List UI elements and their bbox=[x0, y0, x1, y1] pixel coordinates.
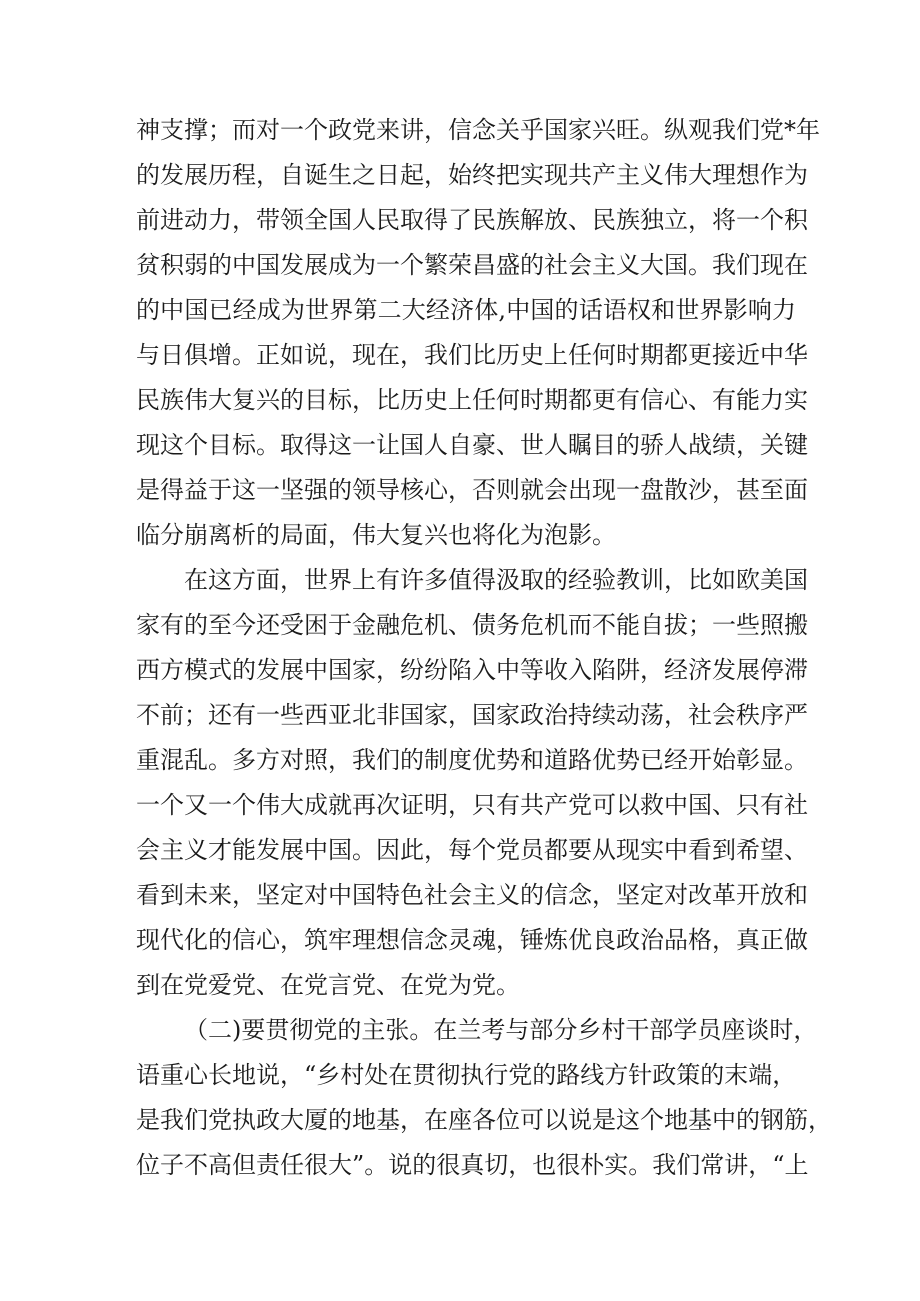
paragraph-1-line-1: 神支撑；而对一个政党来讲，信念关乎国家兴旺。纵观我们党*年 bbox=[136, 116, 820, 144]
paragraph-1-line-8: 现这个目标。取得这一让国人自豪、世人瞩目的骄人战绩，关键 bbox=[136, 431, 808, 459]
paragraph-1-line-7: 民族伟大复兴的目标，比历史上任何时期都更有信心、有能力实 bbox=[136, 386, 808, 414]
paragraph-2-line-4: 不前；还有一些西亚北非国家，国家政治持续动荡，社会秩序严 bbox=[136, 701, 808, 729]
paragraph-1-line-3: 前进动力，带领全国人民取得了民族解放、民族独立，将一个积 bbox=[136, 206, 808, 234]
paragraph-1-line-2: 的发展历程，自诞生之日起，始终把实现共产主义伟大理想作为 bbox=[136, 161, 808, 189]
paragraph-2-line-9: 现代化的信心，筑牢理想信念灵魂，锤炼优良政治品格，真正做 bbox=[136, 926, 808, 954]
paragraph-1-line-5: 的中国已经成为世界第二大经济体,中国的话语权和世界影响力 bbox=[136, 296, 796, 324]
paragraph-1-line-10: 临分崩离析的局面，伟大复兴也将化为泡影。 bbox=[136, 521, 616, 549]
paragraph-3-line-4: 位子不高但责任很大”。说的很真切，也很朴实。我们常讲，“上 bbox=[136, 1151, 809, 1179]
paragraph-3-line-2: 语重心长地说，“乡村处在贯彻执行党的路线方针政策的末端， bbox=[136, 1061, 797, 1089]
paragraph-2-line-6: 一个又一个伟大成就再次证明，只有共产党可以救中国、只有社 bbox=[136, 791, 808, 819]
paragraph-1-line-4: 贫积弱的中国发展成为一个繁荣昌盛的社会主义大国。我们现在 bbox=[136, 251, 808, 279]
paragraph-2-line-10: 到在党爱党、在党言党、在党为党。 bbox=[136, 971, 520, 999]
body-text bbox=[136, 108, 832, 1188]
paragraph-2-line-3: 西方模式的发展中国家，纷纷陷入中等收入陷阱，经济发展停滞 bbox=[136, 656, 808, 684]
paragraph-2-line-8: 看到未来，坚定对中国特色社会主义的信念，坚定对改革开放和 bbox=[136, 881, 808, 909]
paragraph-1-line-6: 与日俱增。正如说，现在，我们比历史上任何时期都更接近中华 bbox=[136, 341, 808, 369]
paragraph-2-line-1: 在这方面，世界上有许多值得汲取的经验教训，比如欧美国 bbox=[184, 566, 808, 594]
paragraph-2-line-5: 重混乱。多方对照，我们的制度优势和道路优势已经开始彰显。 bbox=[136, 746, 808, 774]
paragraph-2-line-7: 会主义才能发展中国。因此，每个党员都要从现实中看到希望、 bbox=[136, 836, 808, 864]
paragraph-3-line-3: 是我们党执政大厦的地基，在座各位可以说是这个地基中的钢筋， bbox=[136, 1106, 832, 1134]
paragraph-3-line-1: （二)要贯彻党的主张。在兰考与部分乡村干部学员座谈时， bbox=[184, 1016, 818, 1044]
paragraph-2-line-2: 家有的至今还受困于金融危机、债务危机而不能自拔；一些照搬 bbox=[136, 611, 808, 639]
paragraph-1-line-9: 是得益于这一坚强的领导核心，否则就会出现一盘散沙，甚至面 bbox=[136, 476, 808, 504]
